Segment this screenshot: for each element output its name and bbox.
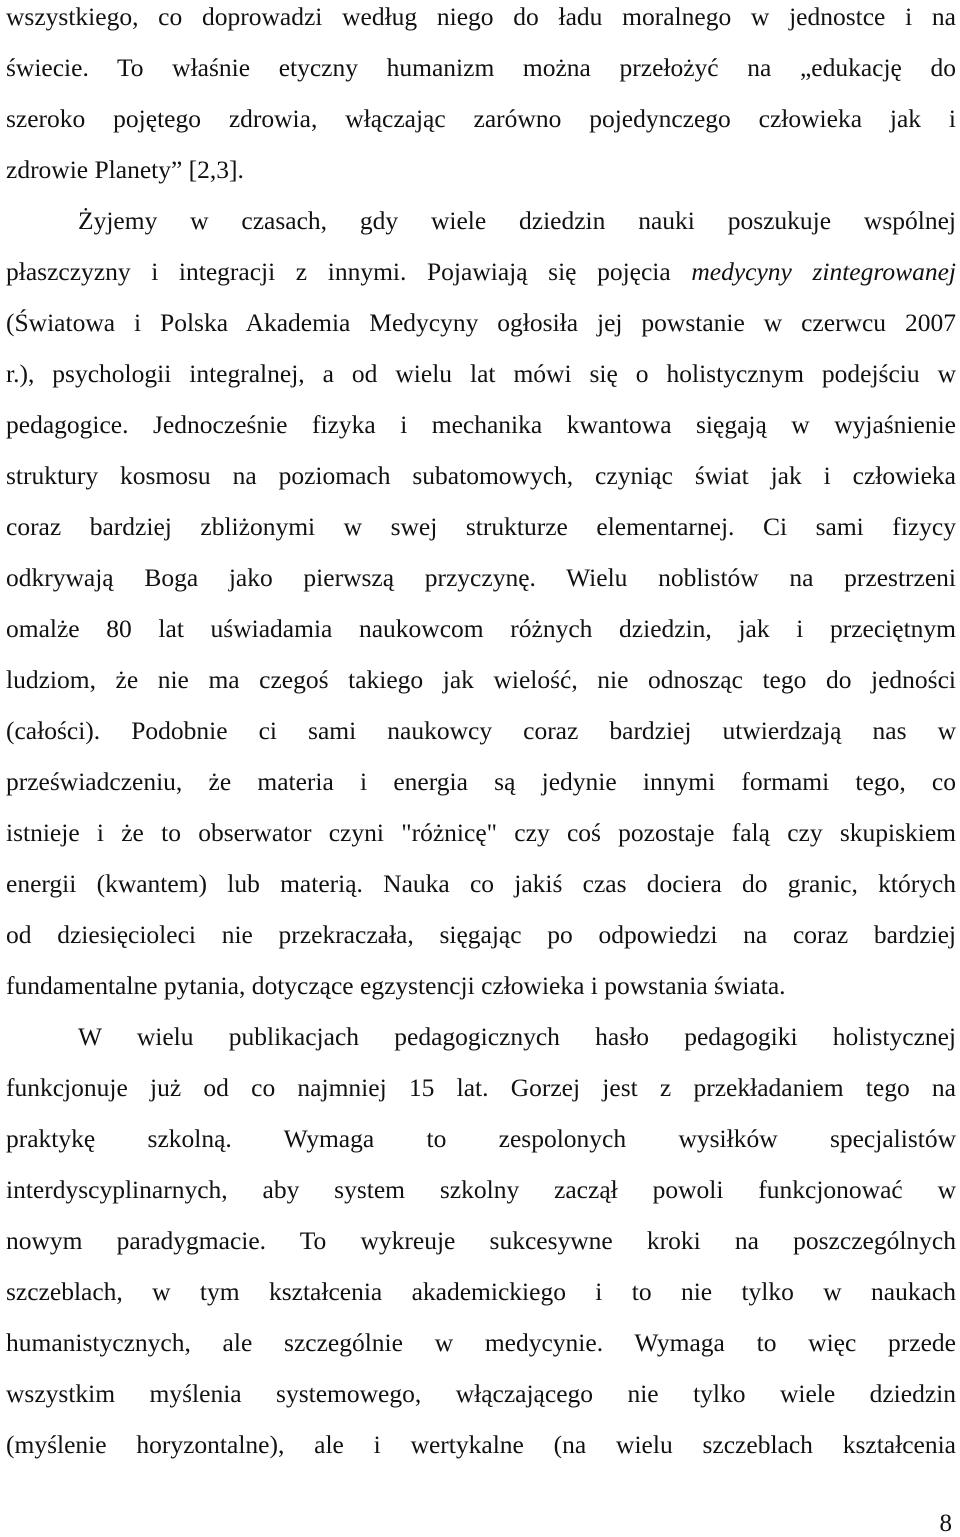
text-line: struktury kosmosu na poziomach subatomowych, czyniąc świat jak i człowieka [6,461,956,490]
text-line: humanistycznych, ale szczególnie w medycynie. Wymaga to więc przede [6,1328,956,1357]
text-line: energii (kwantem) lub materią. Nauka co jakiś czas dociera do granic, których [6,869,956,898]
text-line: wszystkim myślenia systemowego, włączającego nie tylko wiele dziedzin [6,1379,956,1408]
text-line: (Światowa i Polska Akademia Medycyny ogłosiła jej powstanie w czerwcu 2007 [6,308,956,337]
text-line: nowym paradygmacie. To wykreuje sukcesywne kroki na poszczególnych [6,1226,956,1255]
text-line: (myślenie horyzontalne), ale i wertykalne (na wielu szczeblach kształcenia [6,1430,956,1459]
paragraph-start-line: Żyjemy w czasach, gdy wiele dziedzin nauki poszukuje wspólnej [78,206,956,235]
text-line: (całości). Podobnie ci sami naukowcy coraz bardziej utwierdzają nas w [6,716,956,745]
text-line: istnieje i że to obserwator czyni "różnicę" czy coś pozostaje falą czy skupiskiem [6,818,956,847]
text-segment: płaszczyzny i integracji z innymi. Pojawiają się pojęcia [6,257,671,286]
page-number: 8 [939,1510,952,1537]
text-line: pedagogice. Jednocześnie fizyka i mechanika kwantowa sięgają w wyjaśnienie [6,410,956,439]
text-line: omalże 80 lat uświadamia naukowcom różnych dziedzin, jak i przeciętnym [6,614,956,643]
text-line: ludziom, że nie ma czegoś takiego jak wielość, nie odnosząc tego do jedności [6,665,956,694]
text-line: coraz bardziej zbliżonymi w swej strukturze elementarnej. Ci sami fizycy [6,512,956,541]
text-line: fundamentalne pytania, dotyczące egzystencji człowieka i powstania świata. [6,971,786,1000]
text-line: praktykę szkolną. Wymaga to zespolonych wysiłków specjalistów [6,1124,956,1153]
text-line: szczeblach, w tym kształcenia akademickiego i to nie tylko w naukach [6,1277,956,1306]
text-line [6,246,956,297]
text-line: szeroko pojętego zdrowia, włączając zarówno pojedynczego człowieka jak i [6,104,956,133]
text-line: przeświadczeniu, że materia i energia są jedynie innymi formami tego, co [6,767,956,796]
italic-term: medycyny zintegrowanej [691,257,957,286]
text-line: zdrowie Planety” [2,3]. [6,155,244,184]
text-line: od dziesięcioleci nie przekraczała, sięgając po odpowiedzi na coraz bardziej [6,920,956,949]
text-line: świecie. To właśnie etyczny humanizm można przełożyć na „edukację do [6,53,956,82]
text-line: r.), psychologii integralnej, a od wielu lat mówi się o holistycznym podejściu w [6,359,956,388]
text-line: odkrywają Boga jako pierwszą przyczynę. Wielu noblistów na przestrzeni [6,563,956,592]
text-line: wszystkiego, co doprowadzi według niego do ładu moralnego w jednostce i na [6,2,956,31]
document-page [6,0,956,1537]
text-line: interdyscyplinarnych, aby system szkolny zaczął powoli funkcjonować w [6,1175,956,1204]
text-line: funkcjonuje już od co najmniej 15 lat. Gorzej jest z przekładaniem tego na [6,1073,956,1102]
paragraph-start-line: W wielu publikacjach pedagogicznych hasło pedagogiki holistycznej [78,1022,956,1051]
